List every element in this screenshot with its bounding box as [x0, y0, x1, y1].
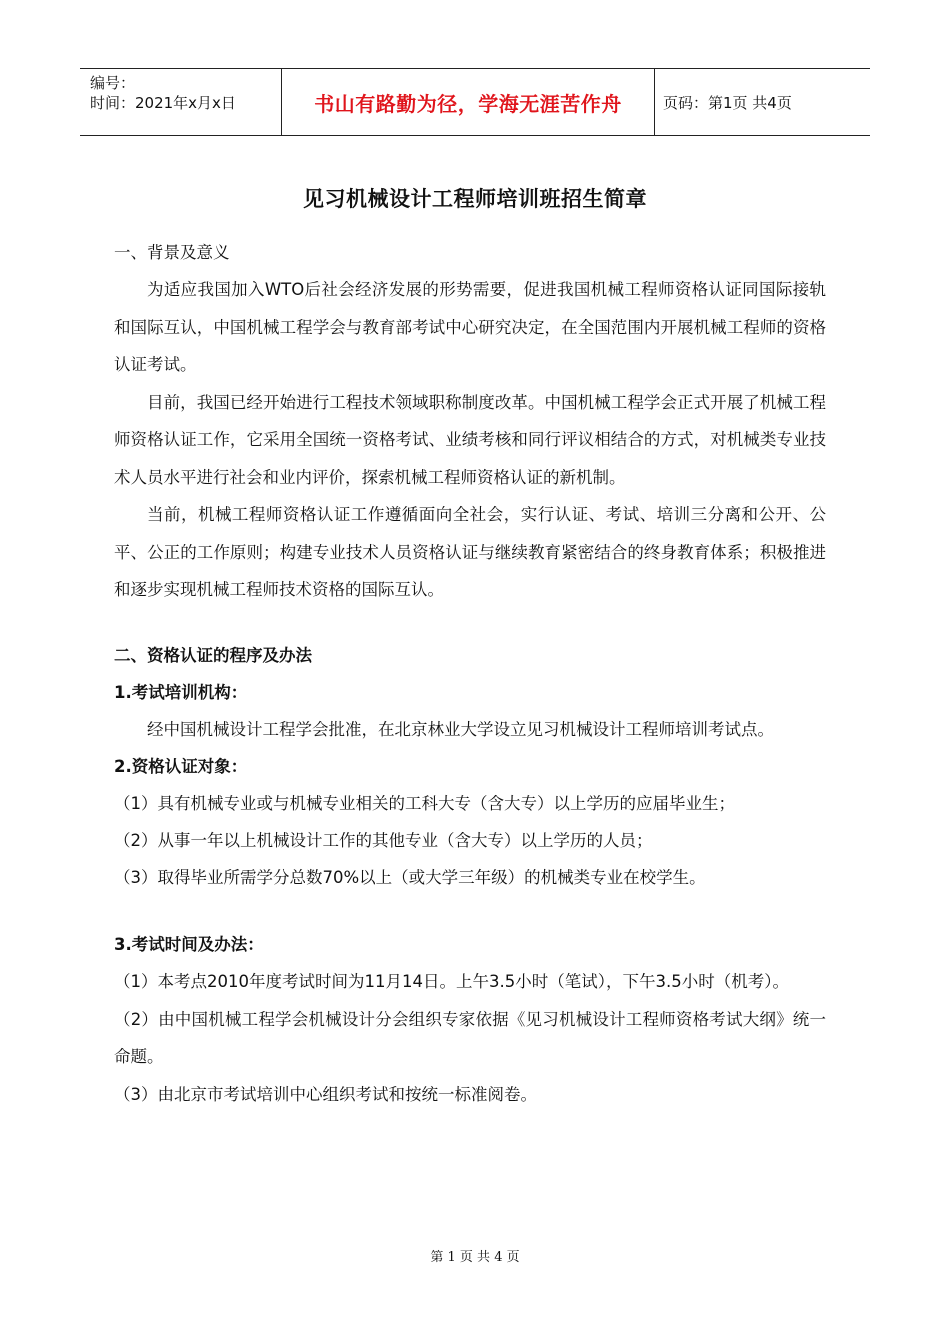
paragraph: 目前，我国已经开始进行工程技术领域职称制度改革。中国机械工程学会正式开展了机械工程师资格认证工作，它采用全国统一资格考试、业绩考核和同行评议相结合的方式，对机械类专业技术人员水平进行社会和业内评价，探索机械工程师资格认证的新机制。 — [114, 392, 826, 487]
date-label: 时间：2021年x月x日 — [90, 94, 236, 112]
list-item: （2）从事一年以上机械设计工作的其他专业（含大专）以上学历的人员； — [114, 831, 653, 850]
paragraph: 经中国机械设计工程学会批准，在北京林业大学设立见习机械设计工程师培训考试点。 — [147, 719, 774, 739]
spacer — [114, 609, 826, 637]
subheading-exam-time: 3.考试时间及办法： — [114, 935, 264, 954]
header-page-info: 页码：第1页 共4页 — [663, 93, 792, 112]
document-body — [114, 234, 826, 1113]
header-motto: 书山有路勤为径，学海无涯苦作舟 — [281, 69, 655, 135]
spacer — [114, 896, 826, 926]
list-item: （3）取得毕业所需学分总数70%以上（或大学三年级）的机械类专业在校学生。 — [114, 868, 706, 887]
list-item: （1）具有机械专业或与机械专业相关的工科大专（含大专）以上学历的应届毕业生； — [114, 794, 735, 813]
header-meta — [80, 69, 281, 135]
list-item: （1）本考点2010年度考试时间为11月14日。上午3.5小时（笔试），下午3.5小时（机考）。 — [114, 972, 789, 991]
subheading-eligibility: 2.资格认证对象： — [114, 757, 248, 776]
serial-number-label: 编号： — [90, 74, 136, 92]
page-footer: 第 1 页 共 4 页 — [430, 1250, 520, 1265]
document-header — [80, 68, 870, 136]
subheading-institution: 1.考试培训机构： — [114, 682, 248, 702]
document-title: 见习机械设计工程师培训班招生简章 — [303, 187, 647, 211]
section-heading-procedure: 二、资格认证的程序及办法 — [114, 645, 312, 665]
section-heading-background: 一、背景及意义 — [114, 243, 230, 262]
paragraph: 为适应我国加入WTO后社会经济发展的形势需要，促进我国机械工程师资格认证同国际接轨和国际互认，中国机械工程学会与教育部考试中心研究决定，在全国范围内开展机械工程师的资格认证考试。 — [114, 280, 826, 374]
list-item: （3）由北京市考试培训中心组织考试和按统一标准阅卷。 — [114, 1084, 537, 1104]
paragraph: 当前，机械工程师资格认证工作遵循面向全社会，实行认证、考试、培训三分离和公开、公平、公正的工作原则；构建专业技术人员资格认证与继续教育紧密结合的终身教育体系；积极推进和逐步实现机械工程师技术资格的国际互认。 — [114, 505, 826, 599]
list-item: （2）由中国机械工程学会机械设计分会组织专家依据《见习机械设计工程师资格考试大纲》统一命题。 — [114, 1009, 826, 1066]
